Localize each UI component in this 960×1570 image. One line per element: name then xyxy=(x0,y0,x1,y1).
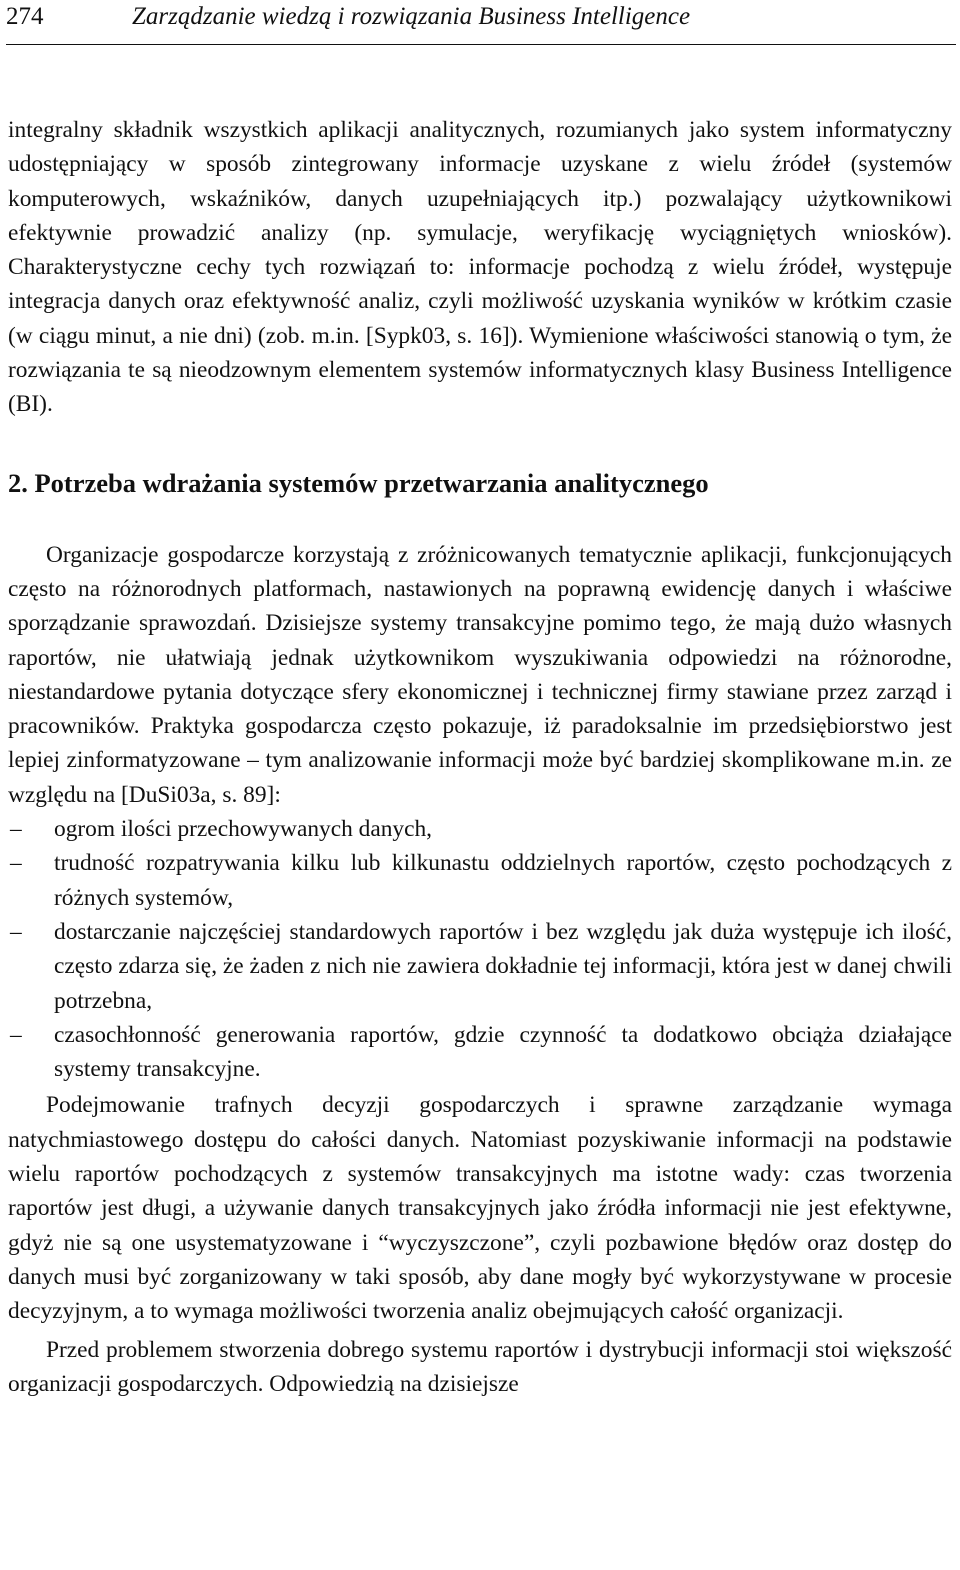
dash-marker: – xyxy=(10,850,22,877)
dash-marker: – xyxy=(10,918,22,945)
list-item-text: czasochłonność generowania raportów, gdzie czynność ta dodatkowo obciąża działające systemy transakcyjne. xyxy=(54,1021,952,1083)
body-paragraph-3: Podejmowanie trafnych decyzji gospodarczych i sprawne zarządzanie wymaga natychmiastowego dostępu do całości danych. Natomiast pozyskiwanie informacji na podstawie wielu raportów pochodzących z systemów transakcyjnych ma istotne wady: czas tworzenia raportów jest długi, a używanie danych transakcyjnych jako źródła informacji nie jest efektywne, gdyż nie są one usystematyzowane i “wyczyszczone”, czyli pozbawione błędów oraz dostęp do danych musi być zorganizowany w taki sposób, aby dane mogły być wykorzystywane w procesie decyzyjnym, a to wymaga możliwości tworzenia analiz obejmujących całość organizacji. xyxy=(8,1092,952,1325)
list-item xyxy=(8,1018,952,1087)
running-title: Zarządzanie wiedzą i rozwiązania Business Intelligence xyxy=(132,3,691,30)
body-paragraph-1: integralny składnik wszystkich aplikacji analitycznych, rozumianych jako system informatyczny udostępniający w sposób zintegrowany informacje uzyskane z wielu źródeł (systemów komputerowych, wskaźników, danych uzupełniających itp.) pozwalający użytkownikowi efektywnie prowadzić analizy (np. symulacje, weryfikację wyciągniętych wniosków). Charakterystyczne cechy tych rozwiązań to: informacje pochodzą z wielu źródeł, występuje integracja danych oraz efektywność analiz, czyli możliwość uzyskania wyników w krótkim czasie (w ciągu minut, a nie dni) (zob. m.in. [Sypk03, s. 16]). Wymienione właściwości stanowią o tym, że rozwiązania te są nieodzownym elementem systemów informatycznych klasy Business Intelligence (BI). xyxy=(8,117,952,418)
list-item xyxy=(8,812,952,846)
list-item-text: dostarczanie najczęściej standardowych raportów i bez względu jak duża występuje ich ilość, często zdarza się, że żaden z nich nie zawiera dokładnie tej informacji, która jest w danej chwili potrzebna, xyxy=(54,918,952,1014)
body-paragraph-2: Organizacje gospodarcze korzystają z zróżnicowanych tematycznie aplikacji, funkcjonujących często na różnorodnych platformach, nastawionych na poprawną ewidencję danych i właściwe sporządzanie sprawozdań. Dzisiejsze systemy transakcyjne pomimo tego, że mają dużo własnych raportów, nie ułatwiają jednak użytkownikom wyszukiwania odpowiedzi na różnorodne, niestandardowe pytania dotyczące sfery ekonomicznej i technicznej firmy stawiane przez zarząd i pracowników. Praktyka gospodarcza często pokazuje, iż paradoksalnie im przedsiębiorstwo jest lepiej zinformatyzowane – tym analizowanie informacji może być bardziej skomplikowane m.in. ze względu na [DuSi03a, s. 89]: xyxy=(8,541,952,808)
section-heading: 2. Potrzeba wdrażania systemów przetwarzania analitycznego xyxy=(8,467,709,498)
list-item-text: trudność rozpatrywania kilku lub kilkunastu oddzielnych raportów, często pochodzących z różnych systemów, xyxy=(54,850,952,911)
page-header xyxy=(6,0,956,45)
list-item xyxy=(8,915,952,1018)
body-paragraph-4: Przed problemem stworzenia dobrego systemu raportów i dystrybucji informacji stoi większość organizacji gospodarczych. Odpowiedzią na dzisiejsze xyxy=(8,1336,952,1397)
list-item-text: ogrom ilości przechowywanych danych, xyxy=(54,816,433,843)
list-item xyxy=(8,846,952,915)
page-number: 274 xyxy=(6,3,44,30)
bullet-list xyxy=(8,812,952,1086)
dash-marker: – xyxy=(10,1021,22,1048)
dash-marker: – xyxy=(10,816,22,843)
